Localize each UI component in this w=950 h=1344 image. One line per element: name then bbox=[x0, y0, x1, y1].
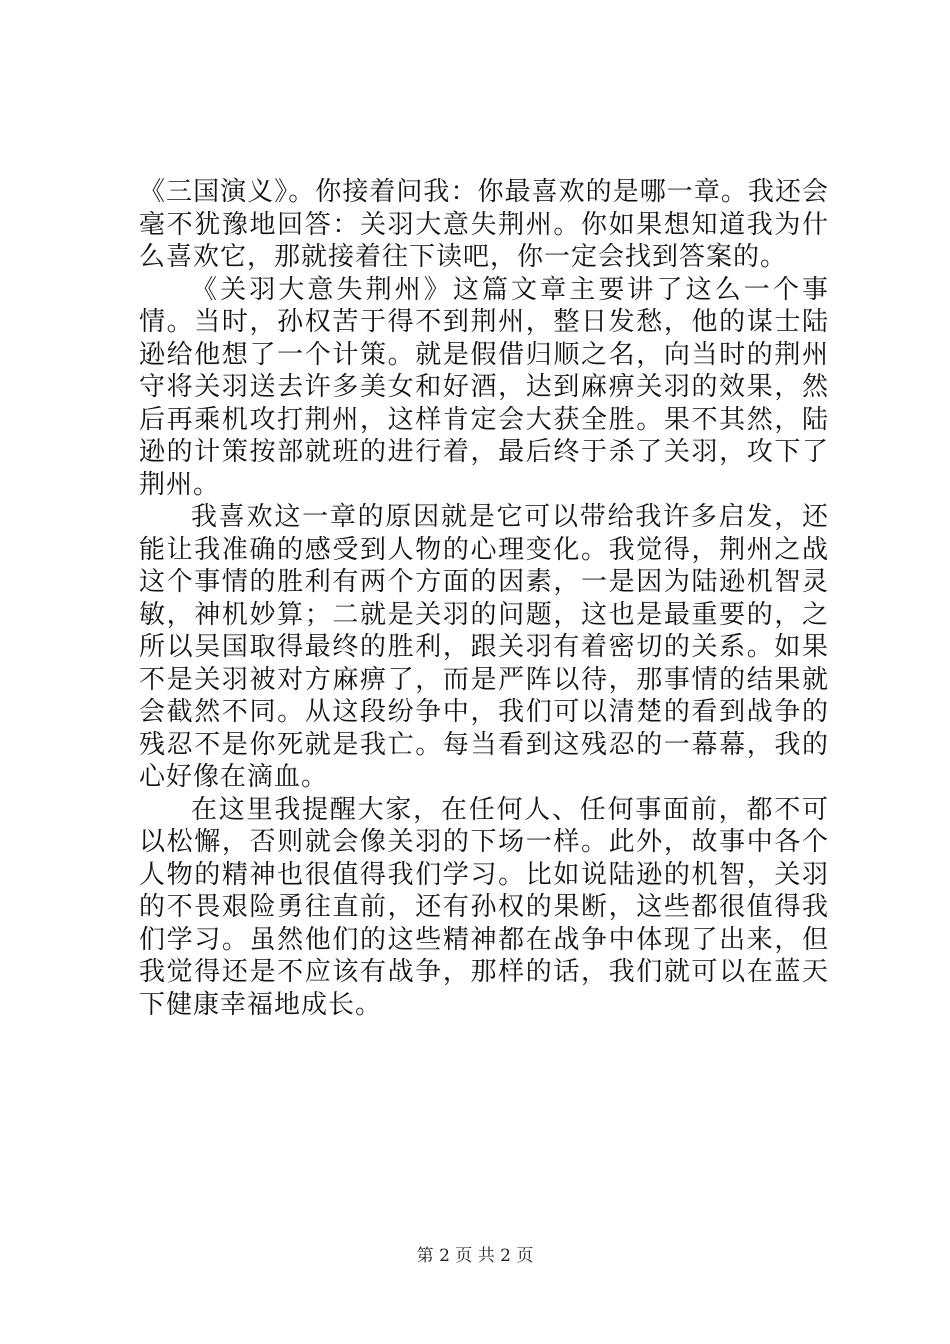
page-number-footer: 第 2 页 共 2 页 bbox=[416, 1246, 534, 1266]
paragraph-1: 《三国演义》。你接着问我：你最喜欢的是哪一章。我还会毫不犹豫地回答：关羽大意失荆州。你如果想知道我为什么喜欢它，那就接着往下读吧，你一定会找到答案的。 bbox=[139, 177, 829, 272]
paragraph-3: 我喜欢这一章的原因就是它可以带给我许多启发，还能让我准确的感受到人物的心理变化。我觉得，荆州之战这个事情的胜利有两个方面的因素，一是因为陆逊机智灵敏，神机妙算；二就是关羽的问题，这也是最重要的，之所以吴国取得最终的胜利，跟关羽有着密切的关系。如果不是关羽被对方麻痹了，而是严阵以待，那事情的结果就会截然不同。从这段纷争中，我们可以清楚的看到战争的残忍不是你死就是我亡。每当看到这残忍的一幕幕，我的心好像在滴血。 bbox=[139, 502, 829, 792]
paragraph-4: 在这里我提醒大家，在任何人、任何事面前，都不可以松懈，否则就会像关羽的下场一样。此外，故事中各个人物的精神也很值得我们学习。比如说陆逊的机智，关羽的不畏艰险勇往直前，还有孙权的果断，这些都很值得我们学习。虽然他们的这些精神都在战争中体现了出来，但我觉得还是不应该有战争，那样的话，我们就可以在蓝天下健康幸福地成长。 bbox=[139, 794, 829, 1020]
essay-body bbox=[139, 176, 829, 1021]
paragraph-2: 《关羽大意失荆州》这篇文章主要讲了这么一个事情。当时，孙权苦于得不到荆州，整日发愁，他的谋士陆逊给他想了一个计策。就是假借归顺之名，向当时的荆州守将关羽送去许多美女和好酒，达到麻痹关羽的效果，然后再乘机攻打荆州，这样肯定会大获全胜。果不其然，陆逊的计策按部就班的进行着，最后终于杀了关羽，攻下了荆州。 bbox=[139, 274, 829, 500]
